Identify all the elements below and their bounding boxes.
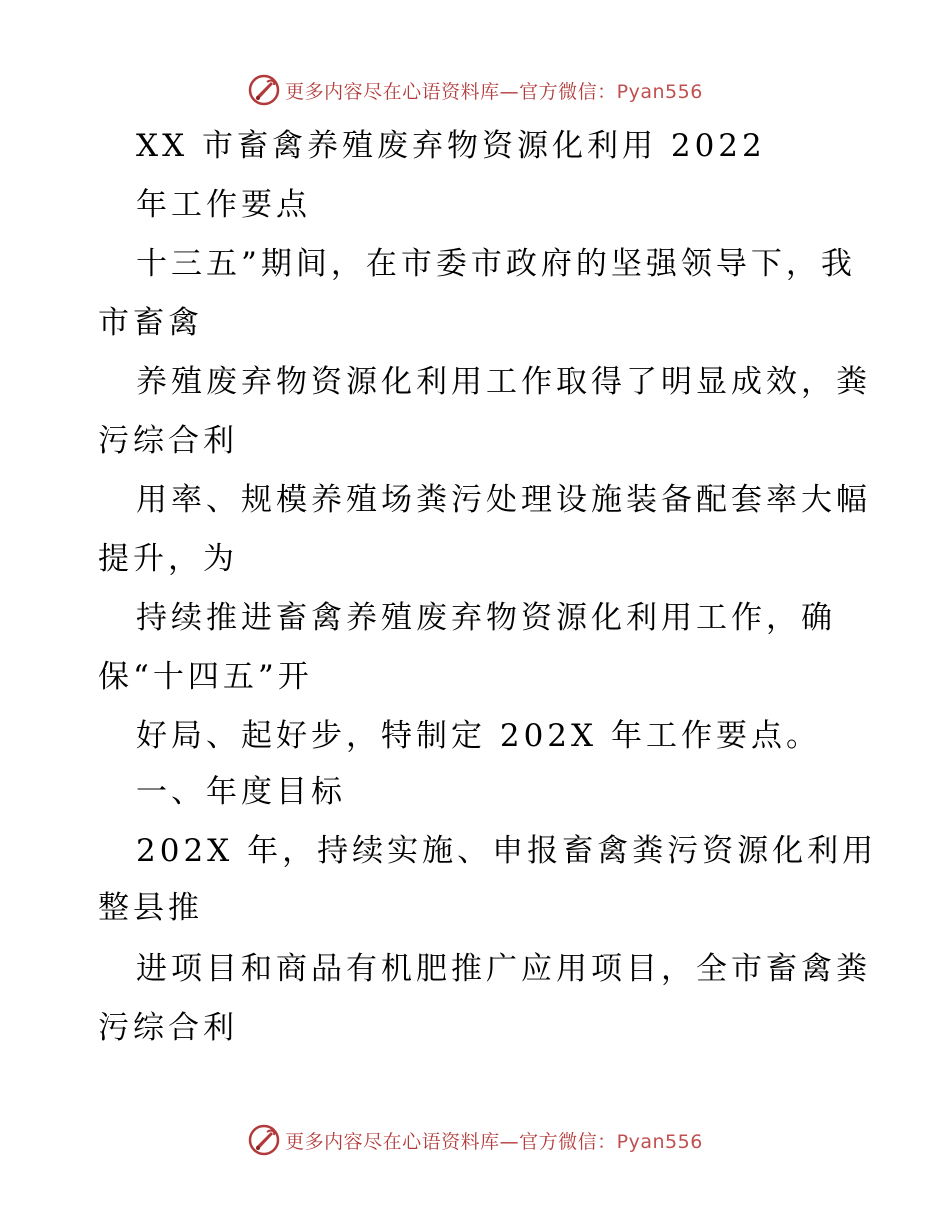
paragraph-line: 十三五”期间，在市委市政府的坚强领导下，我 <box>136 246 856 282</box>
paragraph-line: 污综合利 <box>98 423 238 459</box>
document-title-line-2: 年工作要点 <box>136 187 311 223</box>
paragraph-line: 污综合利 <box>98 1010 238 1046</box>
watermark-id: Pyan556 <box>616 80 703 103</box>
watermark-text: 更多内容尽在心语资料库—官方微信：Pyan556 <box>285 80 703 103</box>
feather-pen-logo-icon <box>247 73 281 107</box>
paragraph-line: 养殖废弃物资源化利用工作取得了明显成效，粪 <box>136 364 871 400</box>
watermark-text: 更多内容尽在心语资料库—官方微信：Pyan556 <box>285 1130 703 1153</box>
paragraph-line: 持续推进畜禽养殖废弃物资源化利用工作，确 <box>136 600 836 636</box>
header-watermark <box>0 70 950 110</box>
paragraph-line: 好局、起好步，特制定 202X 年工作要点。 <box>136 718 821 754</box>
document-title-line-1: XX 市畜禽养殖废弃物资源化利用 2022 <box>136 128 766 164</box>
paragraph-line: 进项目和商品有机肥推广应用项目，全市畜禽粪 <box>136 951 871 987</box>
paragraph-line: 整县推 <box>98 890 203 926</box>
paragraph-line: 市畜禽 <box>98 305 203 341</box>
paragraph-line: 202X 年，持续实施、申报畜禽粪污资源化利用 <box>136 833 878 869</box>
paragraph-line: 用率、规模养殖场粪污处理设施装备配套率大幅 <box>136 482 871 518</box>
watermark-id: Pyan556 <box>616 1130 703 1153</box>
paragraph-line: 提升，为 <box>98 541 238 577</box>
section-heading: 一、年度目标 <box>136 774 346 810</box>
paragraph-line: 保“十四五”开 <box>98 659 313 695</box>
feather-pen-logo-icon <box>247 1123 281 1157</box>
footer-watermark <box>0 1120 950 1160</box>
